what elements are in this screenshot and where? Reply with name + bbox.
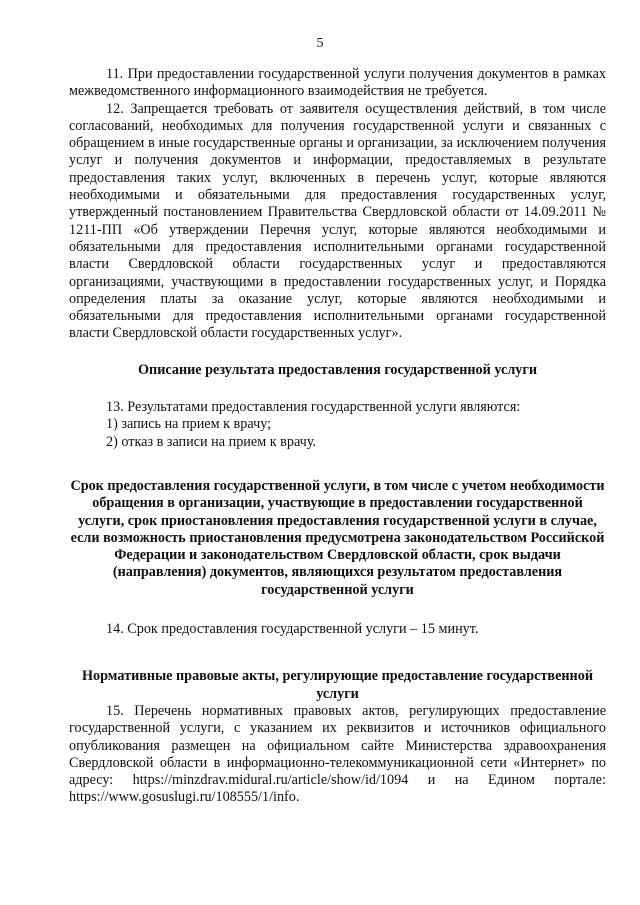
heading-result-description: Описание результата предоставления государственной услуги	[138, 361, 537, 378]
paragraph-13: 13. Результатами предоставления государственной услуги являются:	[106, 399, 521, 416]
heading-legal-acts: Нормативные правовые акты, регулирующие предоставление государственной услуги	[82, 668, 593, 702]
paragraph-15: 15. Перечень нормативных правовых актов, регулирующих предоставление государственной услуги, с указанием их реквизитов и источников официального опубликования размещен на официальном сайте Министерства здравоохранения Свердловской области в информационно-телекоммуникационной сети «Интернет» по адресу: https://minzdrav.midural.ru/article/show/id/1094 и на Едином портале: https://www.gosuslugi.ru/108555/1/info.	[69, 702, 606, 806]
document-body	[69, 66, 606, 807]
list-item: 2) отказ в записи на прием к врачу.	[106, 433, 317, 450]
page-number: 5	[316, 36, 324, 51]
paragraph-14: 14. Срок предоставления государственной услуги – 15 минут.	[106, 621, 479, 638]
heading-service-term: Срок предоставления государственной услуги, в том числе с учетом необходимости обращения в организации, участвующие в предоставлении государственной услуги, срок приостановления предоставления государственной услуги в случае, если возможность приостановления предусмотрена законодательством Российской Федерации и законодательством Свердловской области, срок выдачи (направления) документов, являющихся результатом предоставления государственной услуги	[70, 477, 605, 598]
list-item: 1) запись на прием к врачу;	[106, 416, 272, 433]
paragraph-11: 11. При предоставлении государственной услуги получения документов в рамках межведомственного информационного взаимодействия не требуется.	[69, 66, 606, 100]
paragraph-12: 12. Запрещается требовать от заявителя осуществления действий, в том числе согласований, необходимых для получения государственной услуги и связанных с обращением в иные государственные органы и организации, за исключением получения услуг и получения документов и информации, предоставляемых в результате предоставления таких услуг, включенных в перечень услуг, которые являются необходимыми и обязательными для предоставления государственных услуг, утвержденный постановлением Правительства Свердловской области от 14.09.2011 № 1211-ПП «Об утверждении Перечня услуг, которые являются необходимыми и обязательными для предоставления исполнительными органами государственной власти Свердловской области государственных услуг и предоставляются организациями, участвующими в предоставлении государственных услуг, и Порядка определения платы за оказание услуг, которые являются необходимыми и обязательными для предоставления исполнительными органами государственной власти Свердловской области государственных услуг».	[69, 100, 606, 342]
